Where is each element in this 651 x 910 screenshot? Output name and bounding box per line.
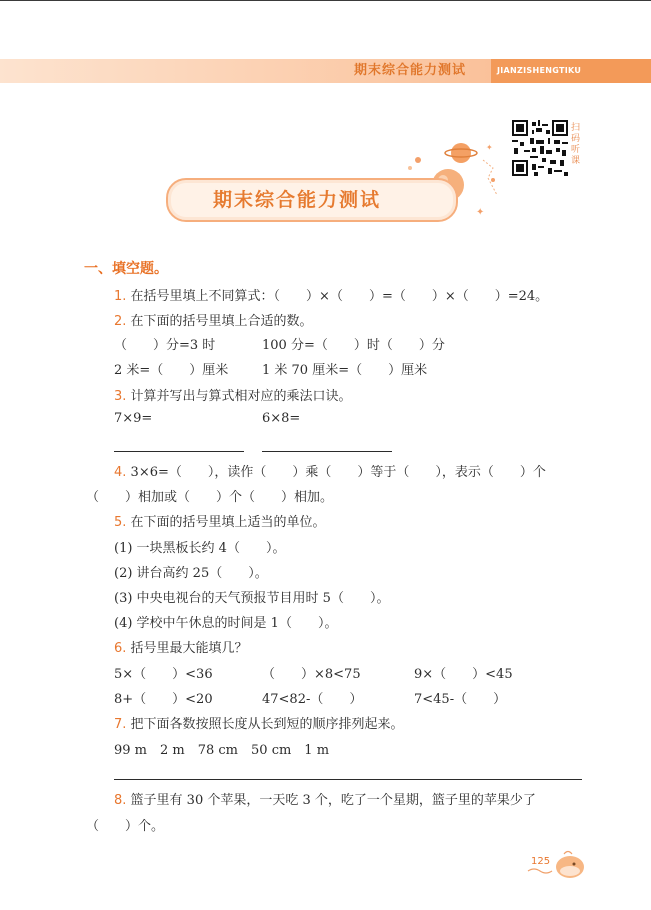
page-title-badge — [166, 178, 458, 222]
answer-line[interactable] — [114, 779, 582, 780]
question-number: 5. — [114, 515, 127, 530]
section-heading: 一、填空题。 — [84, 261, 168, 277]
question-text: 3×6=（ ），读作（ ）乘（ ）等于（ ），表示（ ）个 — [130, 465, 546, 480]
question-4-continued: （ ）相加或（ ）个（ ）相加。 — [86, 490, 334, 505]
question-number: 2. — [114, 314, 127, 329]
question-number: 4. — [114, 465, 127, 480]
question-6 — [114, 637, 248, 656]
scan-label: 扫码听课 — [571, 123, 581, 166]
qr-code-icon[interactable] — [512, 120, 568, 176]
page-number: 125 — [531, 856, 551, 867]
question-5 — [114, 511, 326, 530]
q2-item: 100 分=（ ）时（ ）分 — [262, 338, 445, 353]
question-7 — [114, 713, 404, 732]
header-title: 期末综合能力测试 — [353, 63, 466, 78]
top-rule — [0, 0, 651, 1]
question-number: 3. — [114, 389, 127, 404]
header-tag: JIANZISHENGTIKU — [491, 59, 651, 83]
question-text: 括号里最大能填几？ — [130, 641, 248, 656]
question-text: 在括号里填上不同算式：（ ）×（ ）=（ ）×（ ）=24。 — [130, 289, 549, 304]
question-text: 把下面各数按照长度从长到短的顺序排列起来。 — [130, 717, 404, 732]
question-number: 1. — [114, 289, 127, 304]
svg-text:✦: ✦ — [486, 143, 493, 152]
q5-item: (2) 讲台高约 25（ ）。 — [114, 566, 268, 581]
q6-item: 8+（ ）<20 — [114, 692, 213, 707]
q3-expression: 7×9= — [114, 411, 153, 426]
question-number: 7. — [114, 717, 127, 732]
answer-line[interactable] — [262, 451, 392, 452]
answer-line[interactable] — [114, 451, 244, 452]
q5-item: (1) 一块黑板长约 4（ ）。 — [114, 541, 286, 556]
svg-text:✦: ✦ — [476, 207, 485, 218]
question-text: 在下面的括号里填上适当的单位。 — [130, 515, 326, 530]
q5-item: (4) 学校中午休息的时间是 1（ ）。 — [114, 616, 338, 631]
q6-item: 47<82-（ ） — [262, 692, 363, 707]
question-number: 8. — [114, 793, 127, 808]
q6-item: 7<45-（ ） — [414, 692, 507, 707]
question-number: 6. — [114, 641, 127, 656]
question-2 — [114, 310, 313, 329]
q2-item: 1 米 70 厘米=（ ）厘米 — [262, 363, 428, 378]
question-8-continued: （ ）个。 — [86, 819, 165, 834]
q5-item: (3) 中央电视台的天气预报节目用时 5（ ）。 — [114, 591, 390, 606]
q6-item: 5×（ ）<36 — [114, 667, 213, 682]
q7-values: 99 m 2 m 78 cm 50 cm 1 m — [114, 743, 330, 758]
question-text: 在下面的括号里填上合适的数。 — [130, 314, 313, 329]
q3-expression: 6×8= — [262, 411, 301, 426]
question-1 — [114, 285, 548, 304]
question-text: 篮子里有 30 个苹果，一天吃 3 个，吃了一个星期，篮子里的苹果少了 — [130, 793, 536, 808]
question-text: 计算并写出与算式相对应的乘法口诀。 — [130, 389, 352, 404]
q6-item: 9×（ ）<45 — [414, 667, 513, 682]
q2-item: （ ）分=3 时 — [114, 338, 216, 353]
q6-item: （ ）×8<75 — [262, 667, 361, 682]
question-3 — [114, 385, 352, 404]
question-4 — [114, 461, 546, 480]
q2-item: 2 米=（ ）厘米 — [114, 363, 229, 378]
page-title: 期末综合能力测试 — [212, 189, 381, 211]
question-8 — [114, 789, 536, 808]
